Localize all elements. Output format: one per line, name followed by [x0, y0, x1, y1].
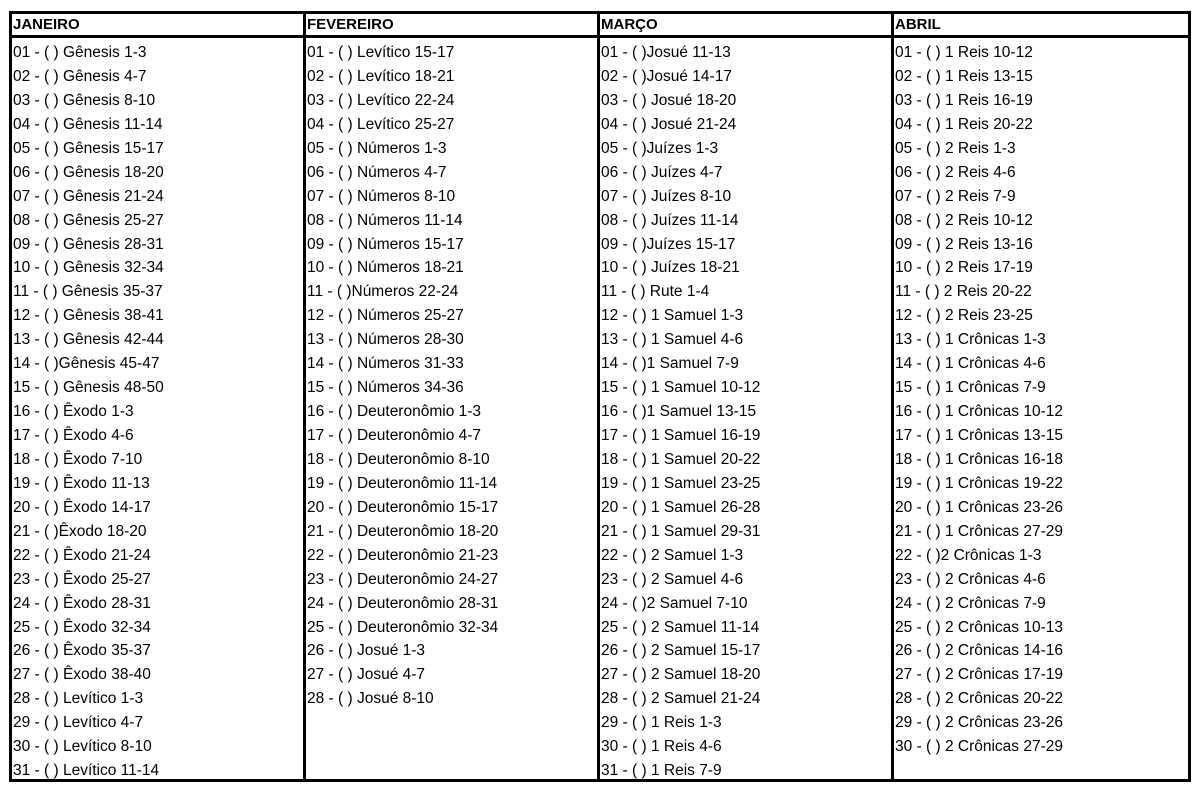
reading-item: 03 - ( ) Levítico 22-24	[307, 91, 455, 109]
reading-item: 14 - ( ) Números 31-33	[307, 355, 464, 373]
reading-item: 23 - ( ) 2 Samuel 4-6	[601, 570, 744, 588]
reading-item: 30 - ( ) 2 Crônicas 27-29	[895, 738, 1063, 756]
month-column-fevereiro	[303, 11, 600, 782]
reading-item: 28 - ( ) 2 Samuel 21-24	[601, 690, 761, 708]
reading-item: 11 - ( ) 2 Reis 20-22	[895, 283, 1032, 301]
reading-item: 19 - ( ) 1 Samuel 23-25	[601, 474, 761, 492]
reading-item: 31 - ( ) Levítico 11-14	[13, 762, 160, 780]
reading-list	[306, 38, 597, 711]
reading-item: 02 - ( ) 1 Reis 13-15	[895, 67, 1033, 85]
reading-item: 23 - ( ) Deuteronômio 24-27	[307, 570, 499, 588]
reading-item: 12 - ( ) 2 Reis 23-25	[895, 307, 1033, 325]
reading-item: 20 - ( ) Êxodo 14-17	[13, 498, 151, 516]
reading-item: 05 - ( ) Números 1-3	[307, 139, 447, 157]
reading-item: 19 - ( ) 1 Crônicas 19-22	[895, 474, 1063, 492]
reading-item: 17 - ( ) Deuteronômio 4-7	[307, 427, 482, 444]
reading-item: 26 - ( ) 2 Crônicas 14-16	[895, 642, 1063, 660]
reading-item: 03 - ( ) Gênesis 8-10	[13, 91, 156, 109]
reading-item: 30 - ( ) Levítico 8-10	[13, 738, 152, 756]
reading-item: 13 - ( ) 1 Crônicas 1-3	[895, 331, 1046, 349]
reading-item: 17 - ( ) 1 Crônicas 13-15	[895, 427, 1063, 444]
reading-plan-table	[9, 11, 1191, 782]
reading-item: 25 - ( ) Deuteronômio 32-34	[307, 618, 499, 636]
reading-item: 04 - ( ) Gênesis 11-14	[13, 115, 163, 133]
reading-item: 21 - ( ) 1 Crônicas 27-29	[895, 522, 1063, 540]
reading-item: 11 - ( )Números 22-24	[307, 283, 459, 301]
reading-item: 29 - ( ) Levítico 4-7	[13, 714, 144, 732]
reading-item: 09 - ( ) 2 Reis 13-16	[895, 235, 1033, 253]
reading-item: 16 - ( ) Deuteronômio 1-3	[307, 403, 482, 421]
reading-item: 04 - ( ) Josué 21-24	[601, 115, 737, 133]
reading-item: 23 - ( ) 2 Crônicas 4-6	[895, 570, 1046, 588]
reading-item: 14 - ( )Gênesis 45-47	[13, 355, 160, 373]
reading-item: 12 - ( ) Gênesis 38-41	[13, 307, 164, 325]
reading-item: 15 - ( ) 1 Samuel 10-12	[601, 379, 761, 397]
reading-item: 08 - ( ) Juízes 11-14	[601, 211, 739, 229]
reading-item: 14 - ( )1 Samuel 7-9	[601, 355, 739, 373]
reading-item: 10 - ( ) Juízes 18-21	[601, 259, 740, 277]
month-header: JANEIRO	[12, 14, 303, 38]
reading-item: 17 - ( ) 1 Samuel 16-19	[601, 427, 761, 444]
reading-item: 11 - ( ) Gênesis 35-37	[13, 283, 163, 301]
reading-item: 16 - ( ) Êxodo 1-3	[13, 403, 134, 421]
month-column-abril	[891, 11, 1191, 782]
reading-item: 21 - ( )Êxodo 18-20	[13, 522, 147, 540]
reading-item: 01 - ( ) Levítico 15-17	[307, 44, 455, 61]
reading-item: 08 - ( ) 2 Reis 10-12	[895, 211, 1033, 229]
reading-item: 29 - ( ) 2 Crônicas 23-26	[895, 714, 1063, 732]
reading-item: 24 - ( ) 2 Crônicas 7-9	[895, 594, 1046, 612]
reading-item: 14 - ( ) 1 Crônicas 4-6	[895, 355, 1046, 373]
reading-list	[600, 38, 891, 783]
reading-item: 08 - ( ) Números 11-14	[307, 211, 463, 229]
reading-item: 26 - ( ) Êxodo 35-37	[13, 642, 151, 660]
reading-item: 28 - ( ) Levítico 1-3	[13, 690, 144, 708]
reading-item: 02 - ( )Josué 14-17	[601, 67, 732, 85]
reading-item: 10 - ( ) Gênesis 32-34	[13, 259, 164, 277]
reading-item: 13 - ( ) Números 28-30	[307, 331, 464, 349]
reading-item: 03 - ( ) 1 Reis 16-19	[895, 91, 1033, 109]
reading-list	[12, 38, 303, 783]
month-header: ABRIL	[894, 14, 1188, 38]
reading-item: 22 - ( ) 2 Samuel 1-3	[601, 546, 744, 564]
reading-item: 09 - ( ) Números 15-17	[307, 235, 464, 253]
month-header: MARÇO	[600, 14, 891, 38]
reading-item: 26 - ( ) Josué 1-3	[307, 642, 426, 660]
reading-item: 04 - ( ) 1 Reis 20-22	[895, 115, 1033, 133]
reading-item: 01 - ( )Josué 11-13	[601, 44, 731, 61]
reading-item: 08 - ( ) Gênesis 25-27	[13, 211, 164, 229]
reading-item: 30 - ( ) 1 Reis 4-6	[601, 738, 722, 756]
reading-item: 18 - ( ) Deuteronômio 8-10	[307, 450, 490, 468]
reading-item: 21 - ( ) Deuteronômio 18-20	[307, 522, 499, 540]
reading-item: 20 - ( ) 1 Crônicas 23-26	[895, 498, 1063, 516]
reading-item: 21 - ( ) 1 Samuel 29-31	[601, 522, 761, 540]
reading-item: 13 - ( ) 1 Samuel 4-6	[601, 331, 744, 349]
reading-item: 02 - ( ) Levítico 18-21	[307, 67, 455, 85]
reading-item: 22 - ( )2 Crônicas 1-3	[895, 546, 1042, 564]
reading-item: 05 - ( ) Gênesis 15-17	[13, 139, 164, 157]
reading-item: 01 - ( ) Gênesis 1-3	[13, 44, 147, 61]
month-column-janeiro	[9, 11, 306, 782]
reading-item: 15 - ( ) Números 34-36	[307, 379, 464, 397]
reading-item: 13 - ( ) Gênesis 42-44	[13, 331, 164, 349]
reading-item: 06 - ( ) Números 4-7	[307, 163, 447, 181]
reading-item: 16 - ( )1 Samuel 13-15	[601, 403, 757, 421]
reading-item: 22 - ( ) Êxodo 21-24	[13, 546, 151, 564]
reading-item: 27 - ( ) 2 Crônicas 17-19	[895, 666, 1063, 684]
reading-item: 05 - ( ) 2 Reis 1-3	[895, 139, 1016, 157]
reading-item: 09 - ( ) Gênesis 28-31	[13, 235, 164, 253]
reading-item: 12 - ( ) Números 25-27	[307, 307, 464, 325]
reading-item: 25 - ( ) 2 Crônicas 10-13	[895, 618, 1063, 636]
reading-item: 23 - ( ) Êxodo 25-27	[13, 570, 151, 588]
reading-item: 06 - ( ) 2 Reis 4-6	[895, 163, 1016, 181]
reading-item: 19 - ( ) Êxodo 11-13	[13, 474, 150, 492]
reading-item: 24 - ( )2 Samuel 7-10	[601, 594, 748, 612]
reading-item: 25 - ( ) Êxodo 32-34	[13, 618, 151, 636]
reading-item: 18 - ( ) Êxodo 7-10	[13, 450, 143, 468]
reading-item: 28 - ( ) Josué 8-10	[307, 690, 434, 708]
reading-item: 29 - ( ) 1 Reis 1-3	[601, 714, 722, 732]
month-header: FEVEREIRO	[306, 14, 597, 38]
reading-item: 03 - ( ) Josué 18-20	[601, 91, 737, 109]
reading-item: 16 - ( ) 1 Crônicas 10-12	[895, 403, 1063, 421]
reading-item: 28 - ( ) 2 Crônicas 20-22	[895, 690, 1063, 708]
reading-item: 18 - ( ) 1 Samuel 20-22	[601, 450, 761, 468]
reading-item: 19 - ( ) Deuteronômio 11-14	[307, 474, 498, 492]
reading-item: 31 - ( ) 1 Reis 7-9	[601, 762, 722, 780]
reading-item: 02 - ( ) Gênesis 4-7	[13, 67, 147, 85]
reading-item: 05 - ( )Juízes 1-3	[601, 139, 719, 157]
reading-item: 20 - ( ) Deuteronômio 15-17	[307, 498, 499, 516]
month-column-marco	[597, 11, 894, 782]
reading-item: 04 - ( ) Levítico 25-27	[307, 115, 455, 133]
reading-item: 27 - ( ) Êxodo 38-40	[13, 666, 151, 684]
reading-item: 07 - ( ) 2 Reis 7-9	[895, 187, 1016, 205]
reading-item: 24 - ( ) Êxodo 28-31	[13, 594, 151, 612]
reading-item: 27 - ( ) Josué 4-7	[307, 666, 426, 684]
reading-item: 07 - ( ) Números 8-10	[307, 187, 456, 205]
reading-item: 22 - ( ) Deuteronômio 21-23	[307, 546, 499, 564]
reading-item: 09 - ( )Juízes 15-17	[601, 235, 736, 253]
reading-list	[894, 38, 1188, 759]
reading-item: 17 - ( ) Êxodo 4-6	[13, 427, 134, 444]
reading-item: 15 - ( ) Gênesis 48-50	[13, 379, 164, 397]
reading-item: 10 - ( ) 2 Reis 17-19	[895, 259, 1033, 277]
reading-item: 07 - ( ) Gênesis 21-24	[13, 187, 164, 205]
reading-item: 15 - ( ) 1 Crônicas 7-9	[895, 379, 1046, 397]
reading-item: 20 - ( ) 1 Samuel 26-28	[601, 498, 761, 516]
reading-item: 27 - ( ) 2 Samuel 18-20	[601, 666, 761, 684]
reading-item: 11 - ( ) Rute 1-4	[601, 283, 710, 301]
reading-item: 26 - ( ) 2 Samuel 15-17	[601, 642, 761, 660]
reading-item: 12 - ( ) 1 Samuel 1-3	[601, 307, 744, 325]
reading-item: 25 - ( ) 2 Samuel 11-14	[601, 618, 760, 636]
reading-item: 07 - ( ) Juízes 8-10	[601, 187, 732, 205]
reading-item: 01 - ( ) 1 Reis 10-12	[895, 44, 1033, 61]
reading-item: 18 - ( ) 1 Crônicas 16-18	[895, 450, 1063, 468]
reading-item: 10 - ( ) Números 18-21	[307, 259, 464, 277]
reading-item: 24 - ( ) Deuteronômio 28-31	[307, 594, 499, 612]
reading-item: 06 - ( ) Juízes 4-7	[601, 163, 723, 181]
reading-item: 06 - ( ) Gênesis 18-20	[13, 163, 164, 181]
